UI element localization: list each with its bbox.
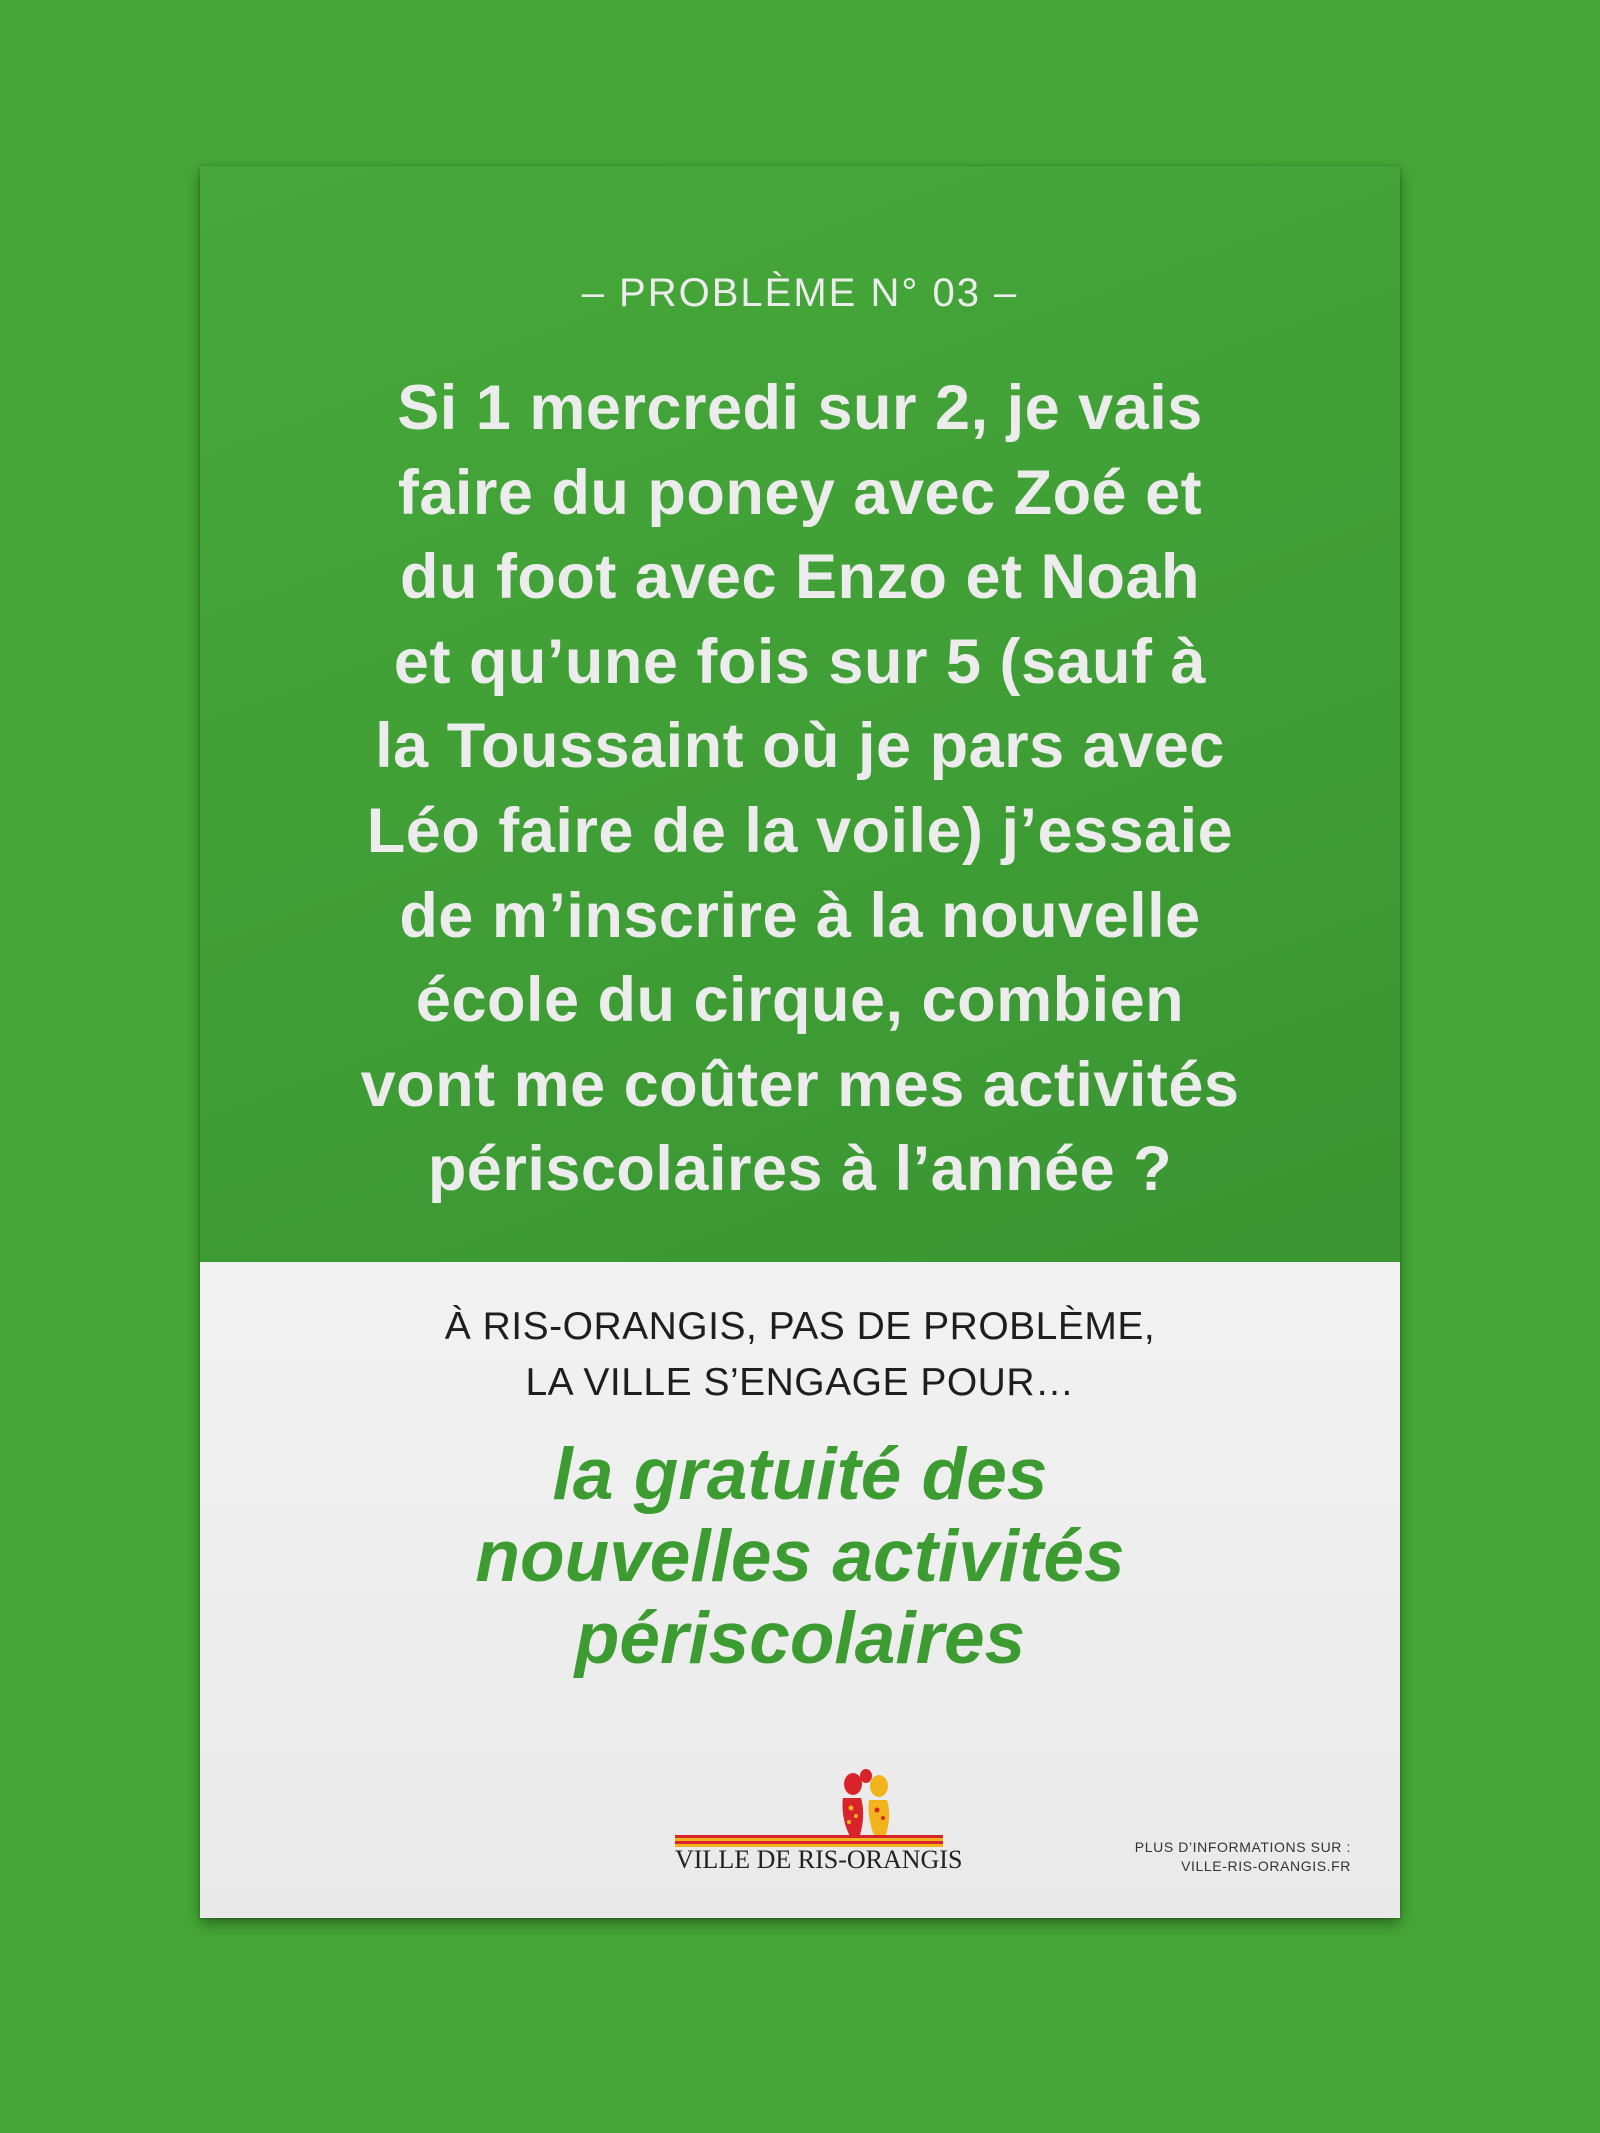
city-logo-figures-icon [837,1768,897,1840]
logo-text: VILLE DE RIS-ORANGIS [675,1845,963,1874]
headline-line: la gratuité des [552,1434,1048,1515]
city-logo [675,1768,963,1874]
question-line: et qu’une fois sur 5 (sauf à [393,626,1207,697]
question-line: du foot avec Enzo et Noah [399,542,1201,613]
question-line: la Toussaint où je pars avec [375,711,1225,782]
question-line: périscolaires à l’année ? [427,1134,1173,1205]
headline-line: nouvelles activités [475,1516,1125,1597]
problem-number: – PROBLÈME N° 03 – [581,271,1019,315]
question-line: Si 1 mercredi sur 2, je vais [397,373,1203,443]
intro-line: À RIS-ORANGIS, PAS DE PROBLÈME, [444,1305,1156,1348]
question-line: école du cirque, combien [415,965,1185,1036]
question-text [260,366,1340,1212]
headline [200,1434,1400,1680]
question-line: vont me coûter mes activités [360,1049,1240,1120]
headline-line: périscolaires [574,1598,1026,1679]
intro-text [200,1299,1400,1411]
question-line: de m’inscrire à la nouvelle [399,880,1201,951]
more-info [1070,1838,1351,1876]
poster [200,166,1400,1918]
question-line: faire du poney avec Zoé et [397,457,1203,528]
more-info-url: VILLE-RIS-ORANGIS.FR [1181,1858,1351,1874]
intro-line: LA VILLE S’ENGAGE POUR… [525,1361,1075,1404]
question-line: Léo faire de la voile) j’essaie [366,795,1234,866]
more-info-label: PLUS D’INFORMATIONS SUR : [1134,1839,1351,1855]
